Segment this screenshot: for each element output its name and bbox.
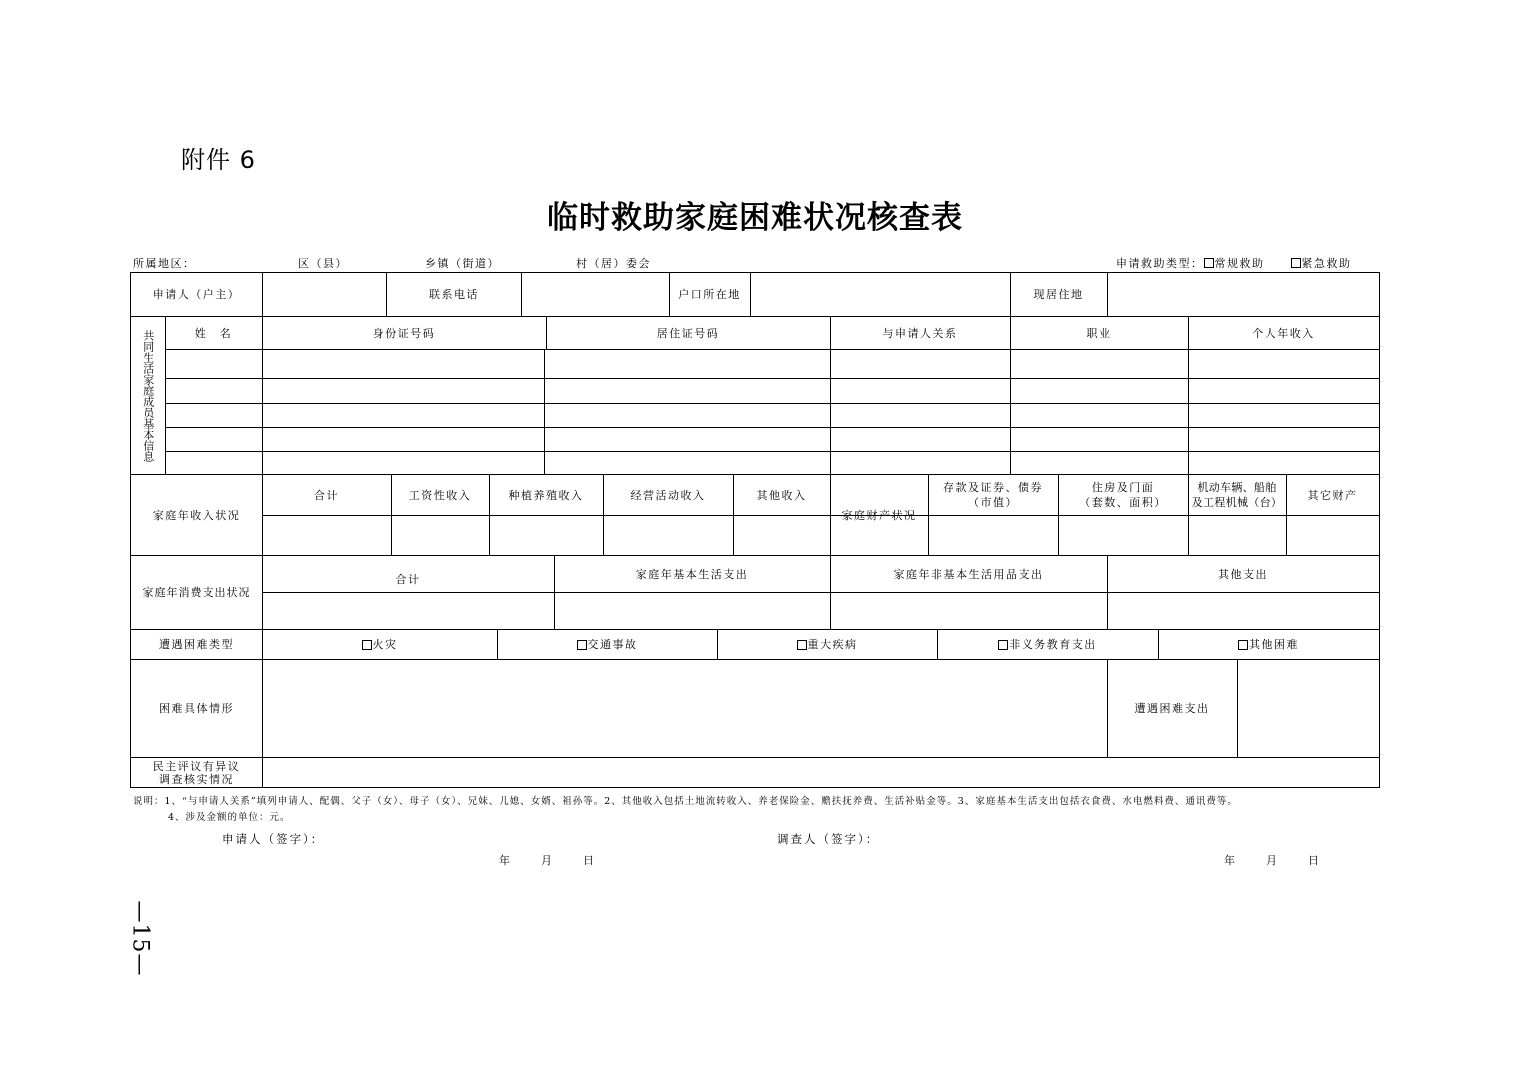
- difficulty-expense-label: 遭遇困难支出: [1134, 702, 1210, 715]
- assets-col-housing-line2: （套数、面积）: [1079, 496, 1167, 509]
- difficulty-option-other[interactable]: 其他困难: [1158, 630, 1379, 659]
- expense-col-total: 合计: [395, 572, 421, 586]
- village-label: 村（居）委会: [576, 257, 651, 270]
- income-col-total: 合计: [314, 488, 339, 502]
- expense-col-nonbasic: 家庭年非基本生活用品支出: [893, 567, 1044, 581]
- residence-label: 现居住地: [1033, 288, 1084, 301]
- income-col-farming: 种植养殖收入: [508, 488, 584, 502]
- grid-line: [521, 272, 522, 317]
- grid-line: [262, 515, 1380, 516]
- members-side-label: 共同生活家庭成员基本信息: [141, 329, 155, 462]
- aid-type-group: [1116, 255, 1352, 271]
- member-col-name: 姓 名: [194, 326, 233, 340]
- investigator-date-month: 月: [1266, 854, 1277, 867]
- investigator-signature-label: 调查人（签字）：: [777, 832, 880, 846]
- applicant-label: 申请人（户主）: [152, 288, 241, 301]
- situation-label: 困难具体情形: [159, 702, 234, 715]
- applicant-date-month: 月: [541, 854, 552, 867]
- grid-line: [262, 757, 263, 788]
- grid-line: [262, 659, 263, 758]
- grid-line: [750, 272, 751, 317]
- grid-line: [544, 349, 545, 475]
- assets-col-vehicles-line2: 及工程机械（台）: [1191, 496, 1283, 509]
- member-col-occupation: 职业: [1086, 326, 1112, 340]
- difficulty-label: 遭遇困难类型: [159, 638, 234, 651]
- assets-label: 家庭财产状况: [841, 508, 917, 522]
- assets-col-deposits-line2: （市值）: [968, 496, 1018, 509]
- difficulty-option-fire[interactable]: 火灾: [262, 630, 497, 659]
- member-col-income: 个人年收入: [1252, 326, 1315, 340]
- aid-type-label: 申请救助类型：: [1116, 257, 1204, 270]
- grid-line: [130, 757, 1380, 758]
- applicant-date-year: 年: [499, 854, 510, 867]
- notes-line2: 4、涉及金额的单位：元。: [168, 812, 291, 823]
- hukou-label: 户口所在地: [678, 288, 741, 301]
- applicant-signature-label: 申请人（签字）：: [222, 832, 325, 846]
- fire-checkbox[interactable]: [362, 640, 372, 650]
- assets-col-other: 其它财产: [1307, 488, 1358, 502]
- aid-regular-label: 常规救助: [1214, 257, 1265, 270]
- assets-col-vehicles: [1188, 475, 1286, 515]
- town-label: 乡镇（街道）: [425, 257, 500, 270]
- grid-line: [262, 592, 1380, 593]
- grid-line: [1107, 272, 1108, 317]
- difficulty-option-education[interactable]: 非义务教育支出: [937, 630, 1158, 659]
- page-number: —15—: [127, 900, 153, 976]
- aid-regular-checkbox[interactable]: [1204, 258, 1214, 268]
- income-col-business: 经营活动收入: [630, 488, 706, 502]
- grid-line: [165, 451, 1380, 452]
- member-col-residence-permit: 居住证号码: [656, 326, 720, 340]
- expense-col-other: 其他支出: [1218, 567, 1268, 581]
- traffic-checkbox[interactable]: [577, 640, 587, 650]
- assets-col-housing: [1058, 475, 1188, 515]
- other-difficulty-checkbox[interactable]: [1238, 640, 1248, 650]
- expense-col-basic: 家庭年基本生活支出: [635, 567, 749, 581]
- form-title: 临时救助家庭困难状况核查表: [547, 200, 963, 236]
- grid-line: [165, 378, 1380, 379]
- applicant-date-day: 日: [583, 854, 594, 867]
- education-checkbox[interactable]: [998, 640, 1008, 650]
- grid-line: [165, 427, 1380, 428]
- assets-col-deposits-line1: 存款及证券、债券: [943, 481, 1043, 494]
- grid-line: [130, 787, 1380, 788]
- grid-line: [1237, 659, 1238, 758]
- investigator-date-year: 年: [1224, 854, 1235, 867]
- member-col-relation: 与申请人关系: [882, 326, 958, 340]
- district-label: 区（县）: [298, 257, 348, 270]
- review-label-line2: 调查核实情况: [159, 772, 234, 786]
- assets-col-vehicles-line1: 机动车辆、船舶: [1197, 481, 1277, 494]
- region-label: 所属地区：: [133, 257, 196, 270]
- review-label: [131, 758, 262, 787]
- member-col-id: 身份证号码: [372, 326, 436, 340]
- review-label-line1: 民主评议有异议: [152, 759, 241, 773]
- difficulty-option-illness[interactable]: 重大疾病: [717, 630, 937, 659]
- investigator-date-day: 日: [1308, 854, 1319, 867]
- phone-label: 联系电话: [429, 288, 479, 301]
- income-label: 家庭年收入状况: [152, 508, 241, 522]
- grid-line: [262, 272, 263, 317]
- aid-urgent-checkbox[interactable]: [1291, 258, 1301, 268]
- grid-line: [165, 349, 1380, 350]
- income-col-other: 其他收入: [756, 488, 807, 502]
- aid-urgent-label: 紧急救助: [1301, 257, 1352, 270]
- income-col-wage: 工资性收入: [408, 488, 472, 502]
- assets-col-deposits: [928, 475, 1058, 515]
- notes-line1: 说明：1、“与申请人关系”填列申请人、配偶、父子（女）、母子（女）、兄妹、儿媳、女婿、祖孙等。2、其他收入包括土地流转收入、养老保险金、赡扶抚养费、生活补贴金等。3、家庭基本生活支出包括衣食费、水电燃料费、通讯费等。: [133, 796, 1238, 807]
- difficulty-option-traffic[interactable]: 交通事故: [497, 630, 717, 659]
- expense-label: 家庭年消费支出状况: [142, 586, 251, 599]
- illness-checkbox[interactable]: [797, 640, 807, 650]
- attachment-label: 附件 6: [181, 146, 256, 174]
- grid-line: [130, 272, 1380, 273]
- assets-col-housing-line1: 住房及门面: [1091, 481, 1155, 494]
- grid-line: [165, 403, 1380, 404]
